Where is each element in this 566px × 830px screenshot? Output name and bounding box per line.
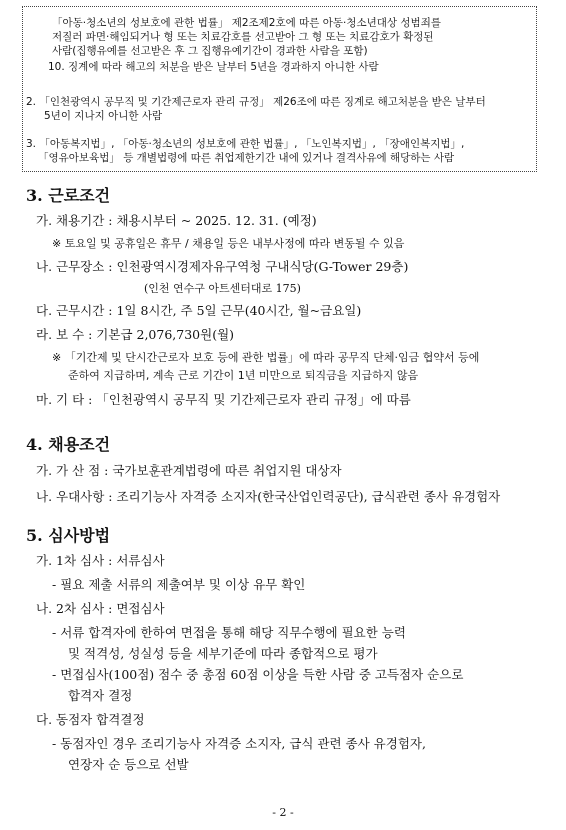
tie-decision-detail-line1: - 동점자인 경우 조리기능사 자격증 소지자, 급식 관련 종사 유경험자, [52, 736, 426, 751]
salary-note-line1: ※ 「기간제 및 단시간근로자 보호 등에 관한 법률」에 따라 공무직 단체·임금 협약서 등에 [52, 351, 480, 364]
second-review-detail1-line2: 및 적격성, 성실성 등을 세부기준에 따라 종합적으로 평가 [68, 646, 378, 661]
salary-note-line2: 준하여 지급하며, 계속 근로 기간이 1년 미만으로 퇴직금을 지급하지 않음 [68, 369, 419, 382]
work-location: 나. 근무장소 : 인천광역시경제자유구역청 구내식당(G-Tower 29층) [36, 259, 409, 274]
box-item1-line1: 「아동·청소년의 성보호에 관한 법률」 제2조제2호에 따른 아동·청소년대상 성범죄를 [52, 17, 441, 29]
preferences: 나. 우대사항 : 조리기능사 자격증 소지자(한국산업인력공단), 급식관련 종사 유경험자 [36, 489, 501, 504]
other-terms: 마. 기 타 : 「인천광역시 공무직 및 기간제근로자 관리 규정」에 따름 [36, 392, 411, 407]
work-hours: 다. 근무시간 : 1일 8시간, 주 5일 근무(40시간, 월~금요일) [36, 303, 362, 318]
section5-heading: 5. 심사방법 [26, 526, 111, 545]
page-number: - 2 - [272, 806, 294, 819]
bonus-points: 가. 가 산 점 : 국가보훈관계법령에 따른 취업지원 대상자 [36, 463, 342, 478]
second-review-detail2-line1: - 면접심사(100점) 점수 중 총점 60점 이상을 득한 사람 중 고득점자 순으로 [52, 667, 464, 682]
box-item3-line2: 「영유아보육법」 등 개별법령에 따른 취업제한기간 내에 있거나 결격사유에 해당하는 사람 [38, 152, 455, 164]
first-review-detail: - 필요 제출 서류의 제출여부 및 이상 유무 확인 [52, 577, 306, 592]
tie-decision-detail-line2: 연장자 순 등으로 선발 [68, 757, 189, 772]
box-item1-line3: 사람(집행유예를 선고받은 후 그 집행유예기간이 경과한 사람을 포함) [52, 45, 368, 57]
section3-heading: 3. 근로조건 [26, 186, 111, 205]
second-review-detail2-line2: 합격자 결정 [68, 688, 133, 703]
work-location-address: (인천 연수구 아트센터대로 175) [144, 282, 301, 295]
box-item2-line1: 2. 「인천광역시 공무직 및 기간제근로자 관리 규정」 제26조에 따른 징계로 해고처분을 받은 날부터 [26, 96, 486, 108]
first-review: 가. 1차 심사 : 서류심사 [36, 553, 165, 568]
second-review: 나. 2차 심사 : 면접심사 [36, 601, 165, 616]
section4-heading: 4. 채용조건 [26, 435, 111, 454]
employment-period: 가. 채용기간 : 채용시부터 ~ 2025. 12. 31. (예정) [36, 213, 317, 228]
salary: 라. 보 수 : 기본급 2,076,730원(월) [36, 327, 235, 342]
box-item10: 10. 징계에 따라 해고의 처분을 받은 날부터 5년을 경과하지 아니한 사람 [48, 61, 379, 73]
tie-decision: 다. 동점자 합격결정 [36, 712, 145, 727]
second-review-detail1-line1: - 서류 합격자에 한하여 면접을 통해 해당 직무수행에 필요한 능력 [52, 625, 406, 640]
box-item2-line2: 5년이 지나지 아니한 사람 [44, 110, 163, 122]
box-item1-line2: 저질러 파면·해임되거나 형 또는 치료감호를 선고받아 그 형 또는 치료감호가 확정된 [52, 31, 434, 43]
box-item3-line1: 3. 「아동복지법」, 「아동·청소년의 성보호에 관한 법률」, 「노인복지법」, 「장애인복지법」, [26, 138, 465, 150]
employment-period-note: ※ 토요일 및 공휴일은 휴무 / 채용일 등은 내부사정에 따라 변동될 수 있음 [52, 237, 405, 250]
